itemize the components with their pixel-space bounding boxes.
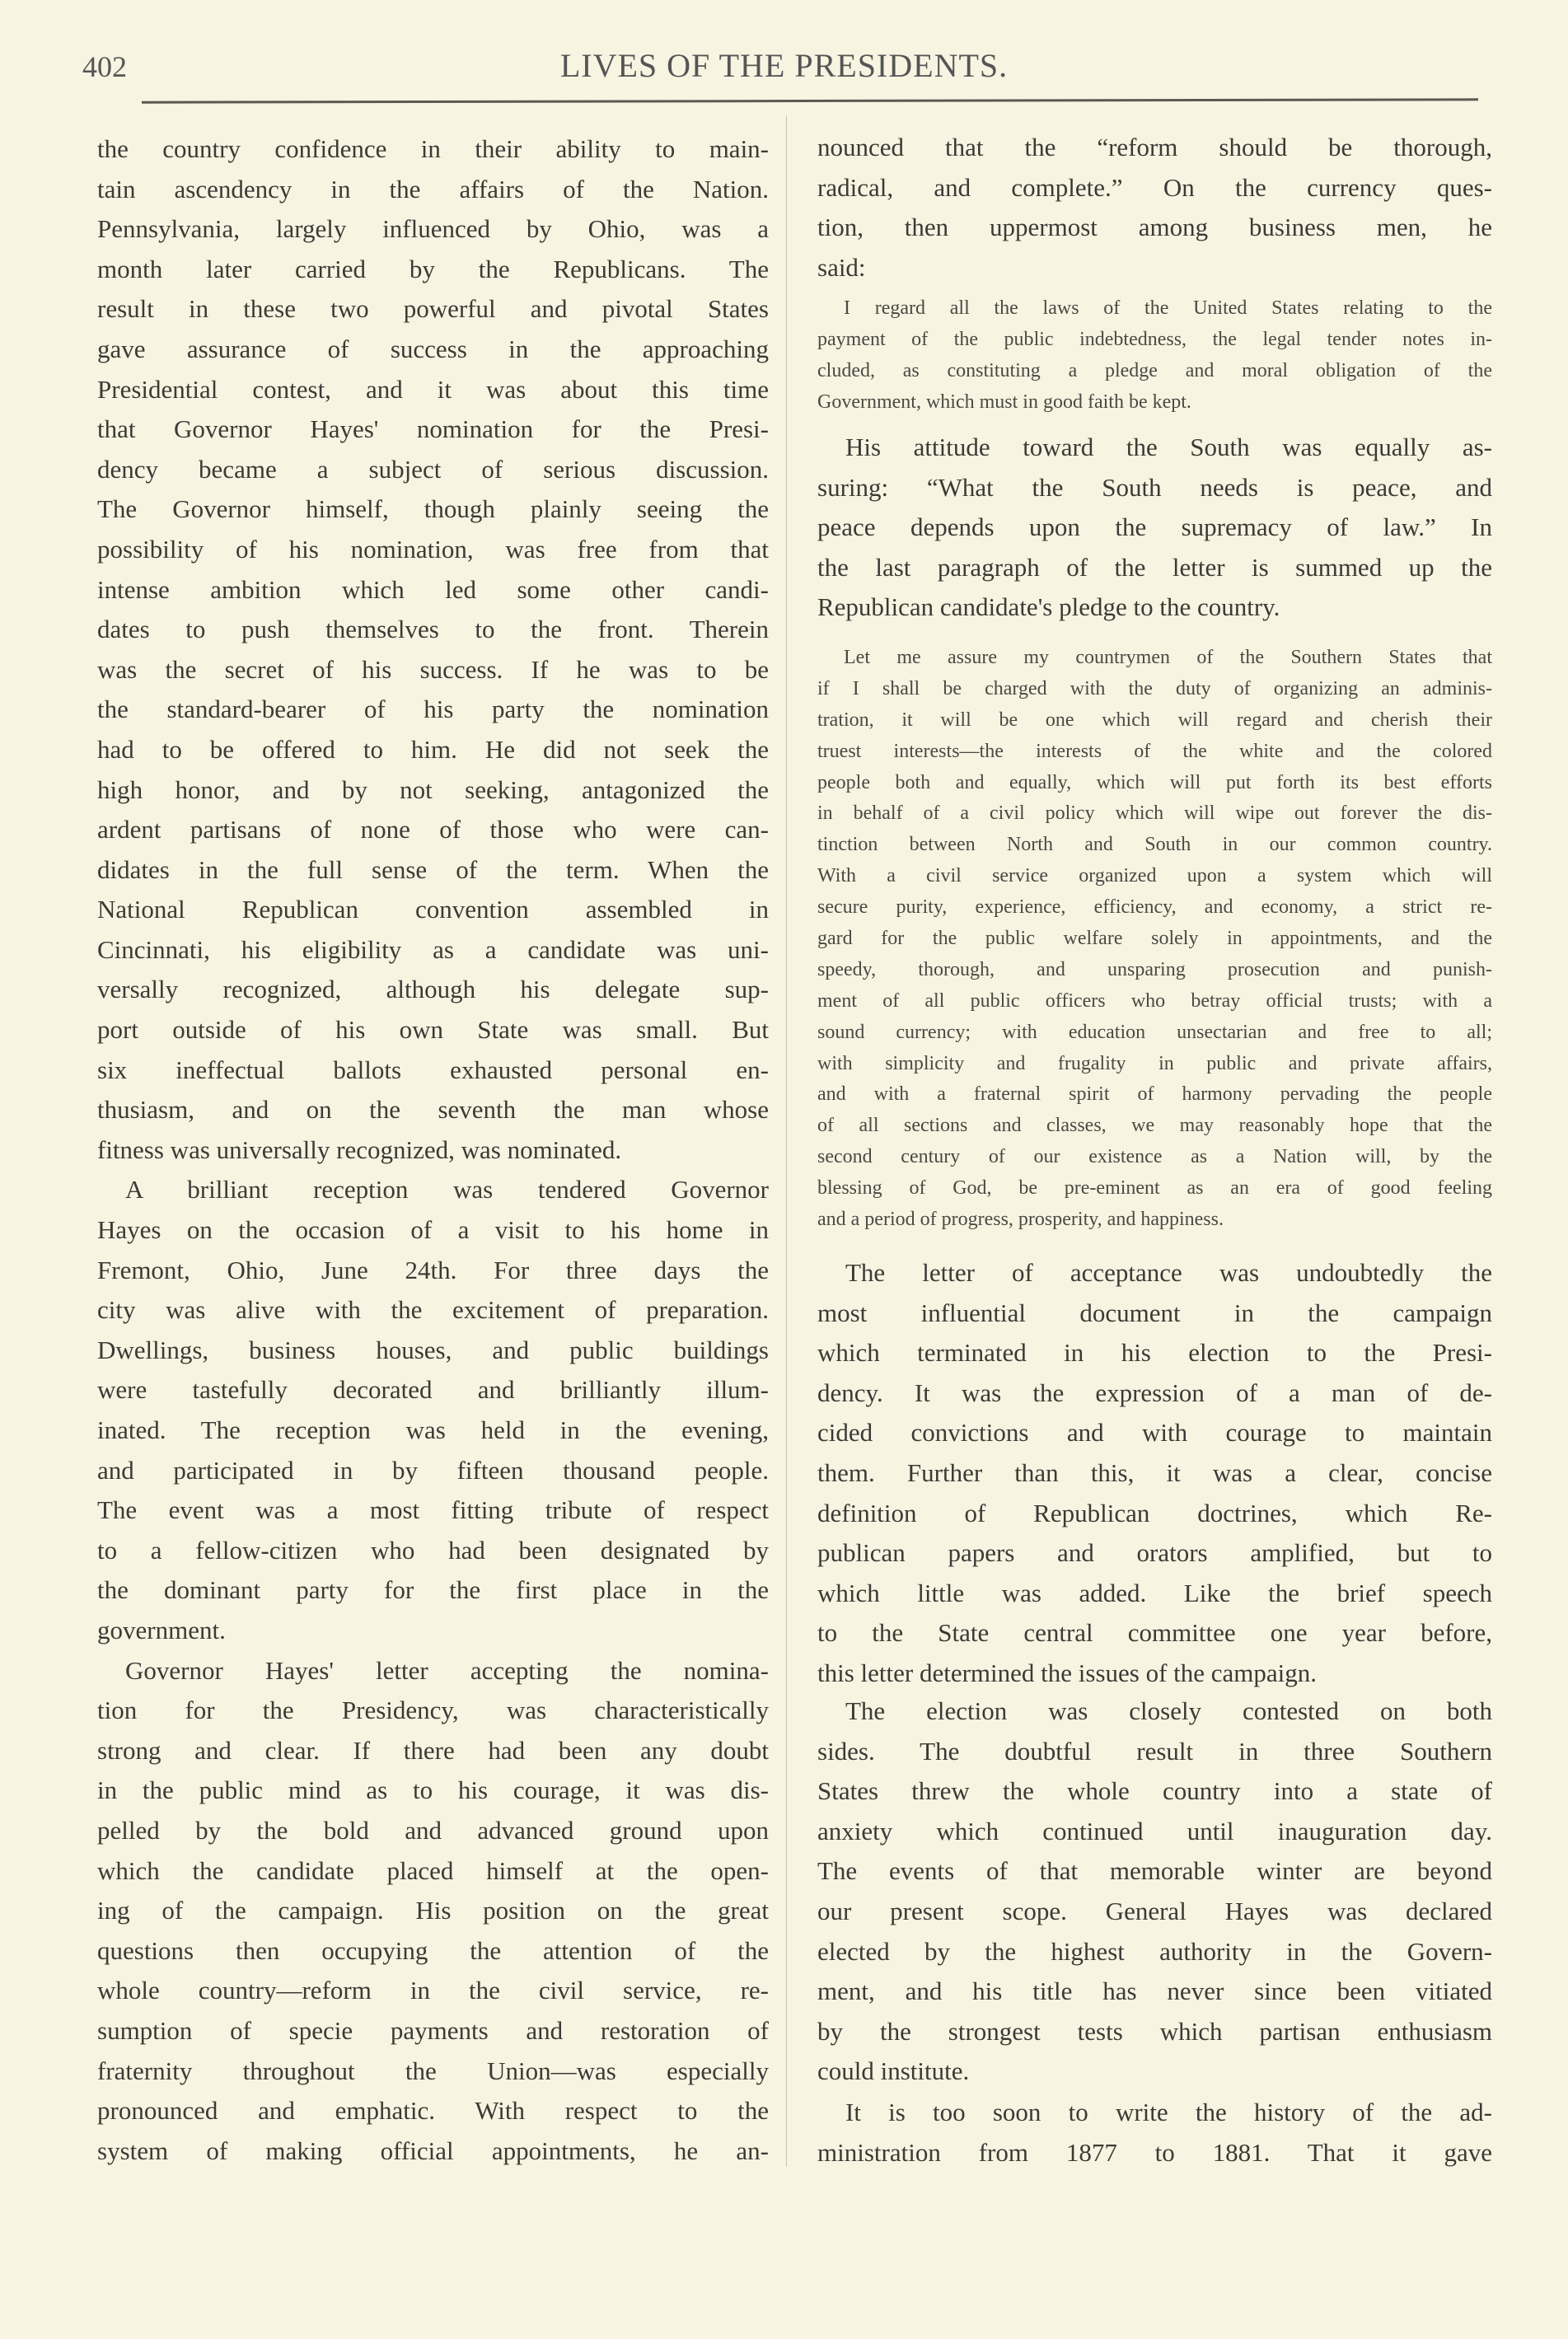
- paragraph: [97, 129, 769, 1170]
- text-line: A brilliant reception was tendered Governor: [125, 1175, 769, 1205]
- text-line: tion, then uppermost among business men, he: [817, 213, 1492, 242]
- text-line: nounced that the “reform should be thorough,: [817, 133, 1492, 161]
- quote-line: I regard all the laws of the United States relating to the: [844, 297, 1492, 319]
- text-line: high honor, and by not seeking, antagonized the: [97, 774, 769, 804]
- text-line: The Governor himself, though plainly seeing the: [97, 494, 769, 524]
- quote-line: of all sections and classes, we may reasonably hope that the: [817, 1115, 1492, 1137]
- text-line: versally recognized, although his delegate sup-: [97, 975, 769, 1004]
- quote-line: tinction between North and South in our common country.: [817, 834, 1492, 856]
- text-line: dency. It was the expression of a man of de-: [817, 1378, 1492, 1407]
- text-line: the country confidence in their ability to main-: [97, 134, 769, 163]
- text-line: six ineffectual ballots exhausted personal en-: [97, 1055, 769, 1084]
- text-line: fraternity throughout the Union—was especially: [97, 2056, 769, 2085]
- text-line: this letter determined the issues of the campaign.: [817, 1658, 1318, 1687]
- text-line: Hayes on the occasion of a visit to his home in: [97, 1215, 769, 1245]
- text-line: the last paragraph of the letter is summed up the: [817, 552, 1492, 582]
- quote-line: secure purity, experience, efficiency, and economy, a strict re-: [817, 896, 1492, 919]
- text-line: to the State central committee one year before,: [817, 1618, 1492, 1648]
- text-line: radical, and complete.” On the currency ques-: [817, 172, 1492, 202]
- text-line: National Republican convention assembled in: [97, 895, 769, 924]
- text-line: peace depends upon the supremacy of law.” In: [817, 512, 1492, 542]
- text-line: intense ambition which led some other candi-: [97, 574, 769, 604]
- text-line: Governor Hayes' letter accepting the nomina-: [125, 1655, 769, 1685]
- text-line: month later carried by the Republicans. The: [97, 254, 769, 283]
- text-line: possibility of his nomination, was free from that: [97, 534, 769, 564]
- text-line: was the secret of his success. If he was to be: [97, 654, 769, 684]
- running-head-title: LIVES OF THE PRESIDENTS.: [559, 47, 1009, 84]
- text-line: ardent partisans of none of those who were can-: [97, 815, 769, 844]
- text-line: didates in the full sense of the term. When the: [97, 854, 769, 884]
- quote-line: in behalf of a civil policy which will wipe out forever the dis-: [817, 802, 1492, 825]
- text-line: were tastefully decorated and brilliantly illum-: [97, 1375, 769, 1405]
- text-line: by the strongest tests which partisan enthusiasm: [817, 2016, 1492, 2046]
- quote-line: ment of all public officers who betray official trusts; with a: [817, 989, 1492, 1012]
- text-line: to a fellow-citizen who had been designated by: [97, 1535, 769, 1565]
- quote-line: sound currency; with education unsectarian and free to all;: [817, 1021, 1492, 1043]
- text-line: whole country—reform in the civil service, re-: [97, 1976, 769, 2005]
- quote-line: cluded, as constituting a pledge and moral obligation of the: [817, 359, 1492, 381]
- text-line: which little was added. Like the brief speech: [817, 1578, 1492, 1607]
- text-line: Cincinnati, his eligibility as a candidate was uni-: [97, 934, 769, 964]
- text-line: tion for the Presidency, was characteristically: [97, 1696, 769, 1725]
- page-number: 402: [82, 50, 127, 83]
- text-line: fitness was universally recognized, was nominated.: [97, 1134, 622, 1164]
- text-line: the dominant party for the first place in the: [97, 1575, 769, 1605]
- text-line: said:: [817, 252, 866, 282]
- paragraph: [817, 128, 1492, 288]
- text-line: The events of that memorable winter are beyond: [817, 1856, 1492, 1886]
- text-line: government.: [97, 1615, 226, 1644]
- text-line: our present scope. General Hayes was declared: [817, 1896, 1492, 1925]
- text-line: tain ascendency in the affairs of the Nation.: [97, 174, 769, 203]
- header-rule: [142, 98, 1478, 103]
- text-line: elected by the highest authority in the Govern-: [817, 1936, 1492, 1966]
- text-line: It is too soon to write the history of the ad-: [845, 2098, 1492, 2126]
- left-column: [97, 129, 769, 2171]
- text-line: ministration from 1877 to 1881. That it gave: [817, 2137, 1492, 2167]
- text-line: could institute.: [817, 2056, 970, 2086]
- text-line: pelled by the bold and advanced ground upon: [97, 1815, 769, 1845]
- text-line: publican papers and orators amplified, but to: [817, 1538, 1492, 1568]
- text-line: system of making official appointments, he an-: [97, 2136, 769, 2165]
- quote-line: blessing of God, be pre-eminent as an era of good feeling: [817, 1177, 1492, 1200]
- text-line: inated. The reception was held in the evening,: [97, 1415, 769, 1444]
- text-line: dency became a subject of serious discussion.: [97, 454, 769, 484]
- quote-line: Government, which must in good faith be kept.: [817, 391, 1191, 413]
- paragraph: [817, 2093, 1492, 2173]
- text-line: Fremont, Ohio, June 24th. For three days the: [97, 1255, 769, 1284]
- text-line: and participated in by fifteen thousand people.: [97, 1455, 769, 1485]
- quote-line: and a period of progress, prosperity, and happiness.: [817, 1209, 1224, 1231]
- text-line: The letter of acceptance was undoubtedly the: [845, 1258, 1492, 1287]
- quote-line: payment of the public indebtedness, the legal tender notes in-: [817, 328, 1492, 350]
- text-line: in the public mind as to his courage, it was dis-: [97, 1775, 769, 1805]
- quote-line: people both and equally, which will put forth its best efforts: [817, 771, 1492, 793]
- quote-line: second century of our existence as a Nation will, by the: [817, 1146, 1492, 1168]
- text-line: had to be offered to him. He did not seek the: [97, 734, 769, 764]
- text-line: Presidential contest, and it was about this time: [97, 374, 769, 404]
- quote-line: tration, it will be one which will regard and cherish their: [817, 709, 1492, 731]
- text-line: result in these two powerful and pivotal States: [97, 294, 769, 324]
- text-line: city was alive with the excitement of preparation.: [97, 1295, 769, 1325]
- paragraph: [817, 428, 1492, 628]
- text-line: port outside of his own State was small. But: [97, 1015, 769, 1045]
- text-line: States threw the whole country into a state of: [817, 1776, 1492, 1806]
- paragraph: [817, 1691, 1492, 2092]
- block-quote: [817, 643, 1492, 1236]
- text-line: suring: “What the South needs is peace, and: [817, 472, 1492, 502]
- text-line: cided convictions and with courage to maintain: [817, 1418, 1492, 1448]
- text-line: sides. The doubtful result in three Southern: [817, 1736, 1492, 1766]
- text-line: ment, and his title has never since been vitiated: [817, 1976, 1492, 2006]
- paragraph: [97, 1170, 769, 1650]
- text-line: thusiasm, and on the seventh the man whose: [97, 1095, 769, 1125]
- text-line: questions then occupying the attention of the: [97, 1935, 769, 1965]
- text-line: definition of Republican doctrines, which Re-: [817, 1498, 1492, 1527]
- quote-line: speedy, thorough, and unsparing prosecution and punish-: [817, 958, 1492, 980]
- block-quote: [817, 293, 1492, 419]
- quote-line: gard for the public welfare solely in appointments, and the: [817, 928, 1492, 950]
- text-line: The election was closely contested on both: [845, 1696, 1492, 1725]
- text-line: that Governor Hayes' nomination for the Presi-: [97, 414, 769, 444]
- text-line: which the candidate placed himself at the open-: [97, 1855, 769, 1885]
- text-line: most influential document in the campaign: [817, 1298, 1492, 1327]
- text-line: Republican candidate's pledge to the country.: [817, 592, 1280, 622]
- column-divider: [786, 115, 787, 2167]
- text-line: Dwellings, business houses, and public buildings: [97, 1335, 769, 1364]
- quote-line: with simplicity and frugality in public and private affairs,: [817, 1052, 1492, 1074]
- text-line: the standard-bearer of his party the nomination: [97, 695, 769, 724]
- text-line: dates to push themselves to the front. Therein: [97, 615, 769, 644]
- text-line: Pennsylvania, largely influenced by Ohio, was a: [97, 214, 769, 244]
- text-line: The event was a most fitting tribute of respect: [97, 1495, 769, 1525]
- quote-line: if I shall be charged with the duty of organizing an adminis-: [817, 677, 1492, 699]
- text-line: ing of the campaign. His position on the great: [97, 1896, 769, 1925]
- text-line: His attitude toward the South was equally as-: [845, 433, 1492, 461]
- text-line: gave assurance of success in the approaching: [97, 334, 769, 363]
- paragraph: [817, 1253, 1492, 1694]
- text-line: strong and clear. If there had been any doubt: [97, 1735, 769, 1765]
- text-line: sumption of specie payments and restoration of: [97, 2015, 769, 2045]
- text-line: pronounced and emphatic. With respect to the: [97, 2096, 769, 2126]
- quote-line: truest interests—the interests of the white and the colored: [817, 740, 1492, 762]
- text-line: them. Further than this, it was a clear, concise: [817, 1457, 1492, 1487]
- text-line: which terminated in his election to the Presi-: [817, 1338, 1492, 1368]
- quote-line: Let me assure my countrymen of the Southern States that: [844, 647, 1492, 668]
- text-line: anxiety which continued until inauguration day.: [817, 1816, 1492, 1845]
- paragraph: [97, 1651, 769, 2172]
- quote-line: and with a fraternal spirit of harmony pervading the people: [817, 1083, 1492, 1106]
- quote-line: With a civil service organized upon a system which will: [817, 865, 1492, 887]
